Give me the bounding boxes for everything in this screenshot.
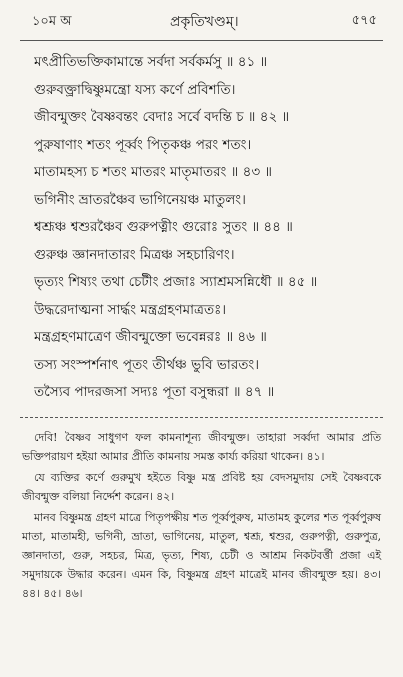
chapter-label: ১০ম অ [32,14,72,29]
running-title: প্রকৃতিখণ্ডম্। [170,14,239,30]
verse-line: জীবন্মুক্তং বৈষ্ণবন্তং বেদাঃ সর্বে বদন্তি চ ॥ ৪২ ॥ [34,109,290,125]
verse-line: তস্যৈব পাদরজসা সদ্যঃ পূতা বসুন্ধরা ॥ ৪৭ ॥ [34,384,275,400]
page-header [20,0,383,41]
verse-line: মৎপ্রীতিভক্তিকামান্তে সর্বদা সর্বকর্মসু ॥ ৪১ ॥ [34,54,268,70]
commentary-paragraph: মানব বিষ্ণুমন্ত্র গ্রহণ মাত্রে পিতৃপক্ষীয় শত পূর্ব্বপুরুষ, মাতামহ কুলের শত পূর্ব্বপুরুষ মাতা, মাতামহী, ভগিনী, ভ্রাতা, ভাগিনেয়, মাতুল, শ্বশ্রূ, শ্বশুর, গুরুপত্নী, গুরুপুত্র, জ্ঞানদাতা, গুরু, সহচর, মিত্র, ভৃত্য, শিষ্য, চেটী ও আশ্রম নিকটবর্ত্তী প্রজা এই সমুদায়কে উদ্ধার করেন। এমন কি, বিষ্ণুমন্ত্র গ্রহণ মাত্রেই মানব জীবন্মুক্ত হয়। ৪৩। ৪৪। ৪৫। ৪৬। [22,510,381,600]
verse-line: উদ্ধরেদাত্মনা সার্দ্ধং মন্ত্রগ্রহণমাত্রতঃ। [34,301,227,318]
verse-line: মন্ত্রগ্রহণমাত্রেণ জীবন্মুক্তো ভবেন্নরঃ ॥ ৪৬ ॥ [34,329,267,345]
verse-line: ভৃত্যং শিষ্যং তথা চেটীং প্রজাঃ স্যাশ্রমসন্নিধৌ ॥ ৪৫ ॥ [34,274,318,290]
section-divider [20,417,383,418]
commentary-paragraph: দেবি! বৈষ্ণব সাধুগণ ফল কামনাশূন্য জীবন্মুক্ত। তাহারা সর্ব্বদা আমার প্রতি ভক্তিপরায়ণ হইয়া আমার প্রীতি কামনায় সমস্ত কার্য্য করিয়া থাকেন। ৪১। [22,430,381,463]
page-number: ৫৭৫ [351,13,377,28]
verse-line: তস্য সংস্পর্শনাৎ পূতং তীর্থঞ্চ ভুবি ভারতং। [34,356,260,373]
verse-line: মাতামহস্য চ শতং মাতরং মাতৃমাতরং ॥ ৪৩ ॥ [34,164,273,180]
verse-line: গুরুঞ্চ জ্ঞানদাতারং মিত্রঞ্চ সহচারিণং। [34,246,235,263]
commentary-paragraph: যে ব্যক্তির কর্ণে গুরুমুখ হইতে বিষ্ণু মন্ত্র প্রবিষ্ট হয় বেদসমুদায় সেই বৈষ্ণবকে জীবন্মুক্ত বলিয়া নির্দ্দেশ করেন। ৪২। [22,470,381,503]
verse-line: ভগিনীং ভ্রাতরঞ্চৈব ভাগিনেয়ঞ্চ মাতুলং। [34,191,246,208]
sanskrit-verses [14,49,389,407]
verse-line: পুরুষাণাং শতং পূর্ব্বং পিতৃকঞ্চ পরং শতং। [34,136,252,153]
bengali-commentary [14,424,389,603]
verse-line: শ্বশ্রূঞ্চ শ্বশুরঞ্চৈব গুরুপত্নীং গুরোঃ সুতং ॥ ৪৪ ॥ [34,219,293,235]
verse-line: গুরুবক্ত্রাদ্বিষ্ণুমন্ত্রো যস্য কর্ণে প্রবিশতি। [34,81,236,98]
